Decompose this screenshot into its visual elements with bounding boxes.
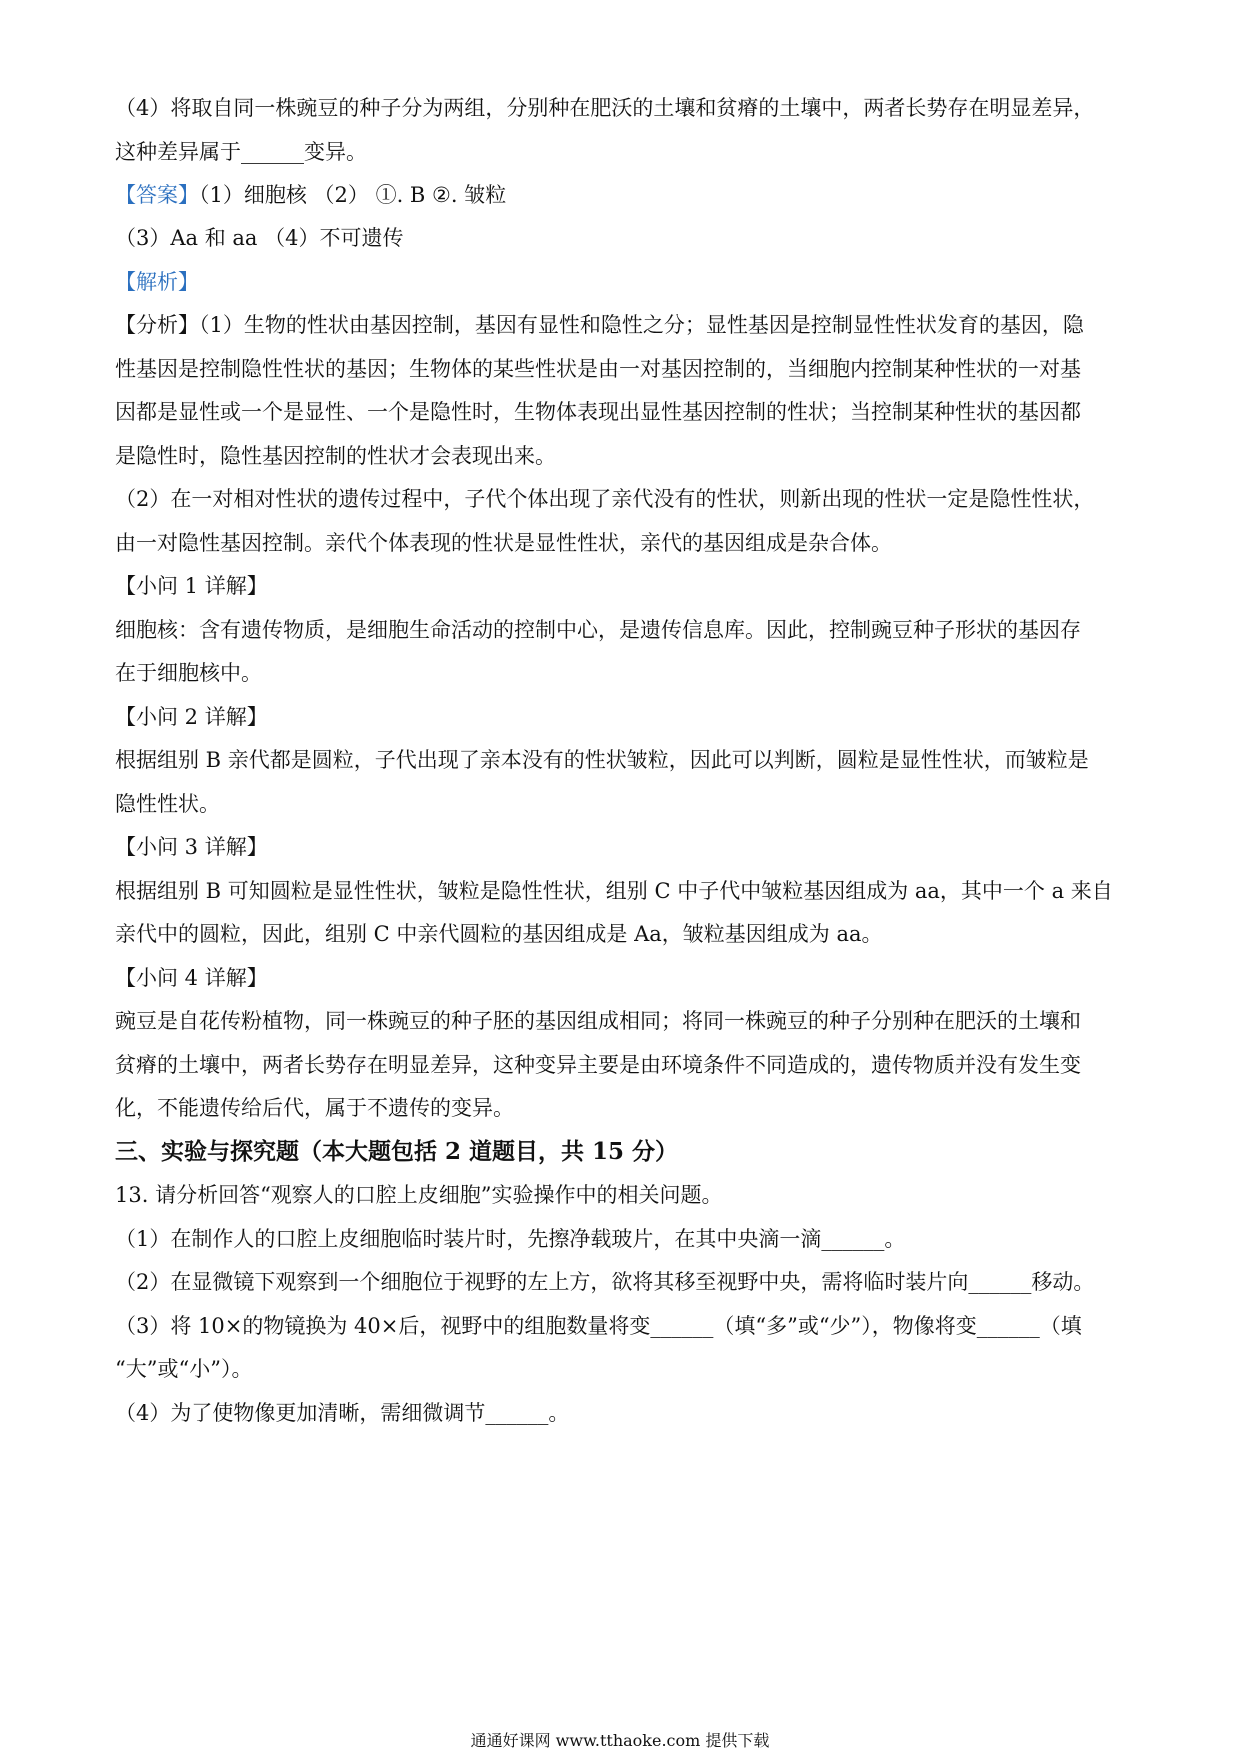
question-12-4-line-1: （4）将取自同一株豌豆的种子分为两组，分别种在肥沃的土壤和贫瘠的土壤中，两者长势存在明显差异， — [115, 96, 1095, 120]
sub-question-4-text: 化，不能遗传给后代，属于不遗传的变异。 — [115, 1096, 514, 1120]
question-13-part-2: （2）在显微镜下观察到一个细胞位于视野的左上方，欲将其移至视野中央，需将临时装片向______移动。 — [115, 1270, 1095, 1294]
sub-question-2-text: 隐性性状。 — [115, 792, 220, 816]
sub-question-1-text: 在于细胞核中。 — [115, 661, 262, 685]
sub-question-1-text: 细胞核：含有遗传物质，是细胞生命活动的控制中心，是遗传信息库。因此，控制豌豆种子形状的基因存 — [115, 618, 1081, 642]
answer-label: 【答案】 — [115, 183, 199, 207]
sub-question-1-heading: 【小问 1 详解】 — [115, 574, 268, 598]
sub-question-4-heading: 【小问 4 详解】 — [115, 966, 268, 990]
sub-question-4-text: 贫瘠的土壤中，两者长势存在明显差异，这种变异主要是由环境条件不同造成的，遗传物质并没有发生变 — [115, 1053, 1081, 1077]
analysis-label: 【解析】 — [115, 270, 199, 294]
analysis-paragraph-line: （2）在一对相对性状的遗传过程中，子代个体出现了亲代没有的性状，则新出现的性状一定是隐性性状， — [115, 487, 1095, 511]
sub-question-2-text: 根据组别 B 亲代都是圆粒，子代出现了亲本没有的性状皱粒，因此可以判断，圆粒是显性性状，而皱粒是 — [115, 748, 1089, 772]
sub-question-2-heading: 【小问 2 详解】 — [115, 705, 268, 729]
answer-line-2: （3）Aa 和 aa （4）不可遗传 — [115, 226, 404, 250]
page-footer: 通通好课网 www.tthaoke.com 提供下载 — [470, 1731, 770, 1750]
question-13-stem: 13. 请分析回答“观察人的口腔上皮细胞”实验操作中的相关问题。 — [115, 1183, 723, 1207]
analysis-paragraph-line: 因都是显性或一个是显性、一个是隐性时，生物体表现出显性基因控制的性状；当控制某种性状的基因都 — [115, 400, 1081, 424]
answer-text-1: （1）细胞核 （2） ①. B ②. 皱粒 — [199, 183, 507, 207]
question-13-part-3-line-1: （3）将 10×的物镜换为 40×后，视野中的组胞数量将变______（填“多”或“少”），物像将变______（填 — [115, 1314, 1082, 1338]
question-13-part-1: （1）在制作人的口腔上皮细胞临时装片时，先擦净载玻片，在其中央滴一滴______。 — [115, 1227, 906, 1251]
answer-line-1 — [115, 180, 1135, 210]
sub-question-3-text: 根据组别 B 可知圆粒是显性性状，皱粒是隐性性状，组别 C 中子代中皱粒基因组成为 aa，其中一个 a 来自 — [115, 879, 1113, 903]
sub-question-3-text: 亲代中的圆粒，因此，组别 C 中亲代圆粒的基因组成是 Aa，皱粒基因组成为 aa。 — [115, 922, 883, 946]
sub-question-3-heading: 【小问 3 详解】 — [115, 835, 268, 859]
sub-question-4-text: 豌豆是自花传粉植物，同一株豌豆的种子胚的基因组成相同；将同一株豌豆的种子分别种在肥沃的土壤和 — [115, 1009, 1081, 1033]
question-13-part-4: （4）为了使物像更加清晰，需细微调节______。 — [115, 1401, 570, 1425]
analysis-paragraph-line: 性基因是控制隐性性状的基因；生物体的某些性状是由一对基因控制的，当细胞内控制某种性状的一对基 — [115, 357, 1081, 381]
question-12-4-line-2: 这种差异属于______变异。 — [115, 140, 367, 164]
analysis-paragraph-line: 【分析】（1）生物的性状由基因控制，基因有显性和隐性之分；显性基因是控制显性性状发育的基因，隐 — [115, 313, 1084, 337]
section-heading: 三、实验与探究题（本大题包括 2 道题目，共 15 分） — [115, 1138, 679, 1165]
analysis-paragraph-line: 由一对隐性基因控制。亲代个体表现的性状是显性性状，亲代的基因组成是杂合体。 — [115, 531, 892, 555]
analysis-paragraph-line: 是隐性时，隐性基因控制的性状才会表现出来。 — [115, 444, 556, 468]
question-13-part-3-line-2: “大”或“小”）。 — [115, 1357, 253, 1381]
